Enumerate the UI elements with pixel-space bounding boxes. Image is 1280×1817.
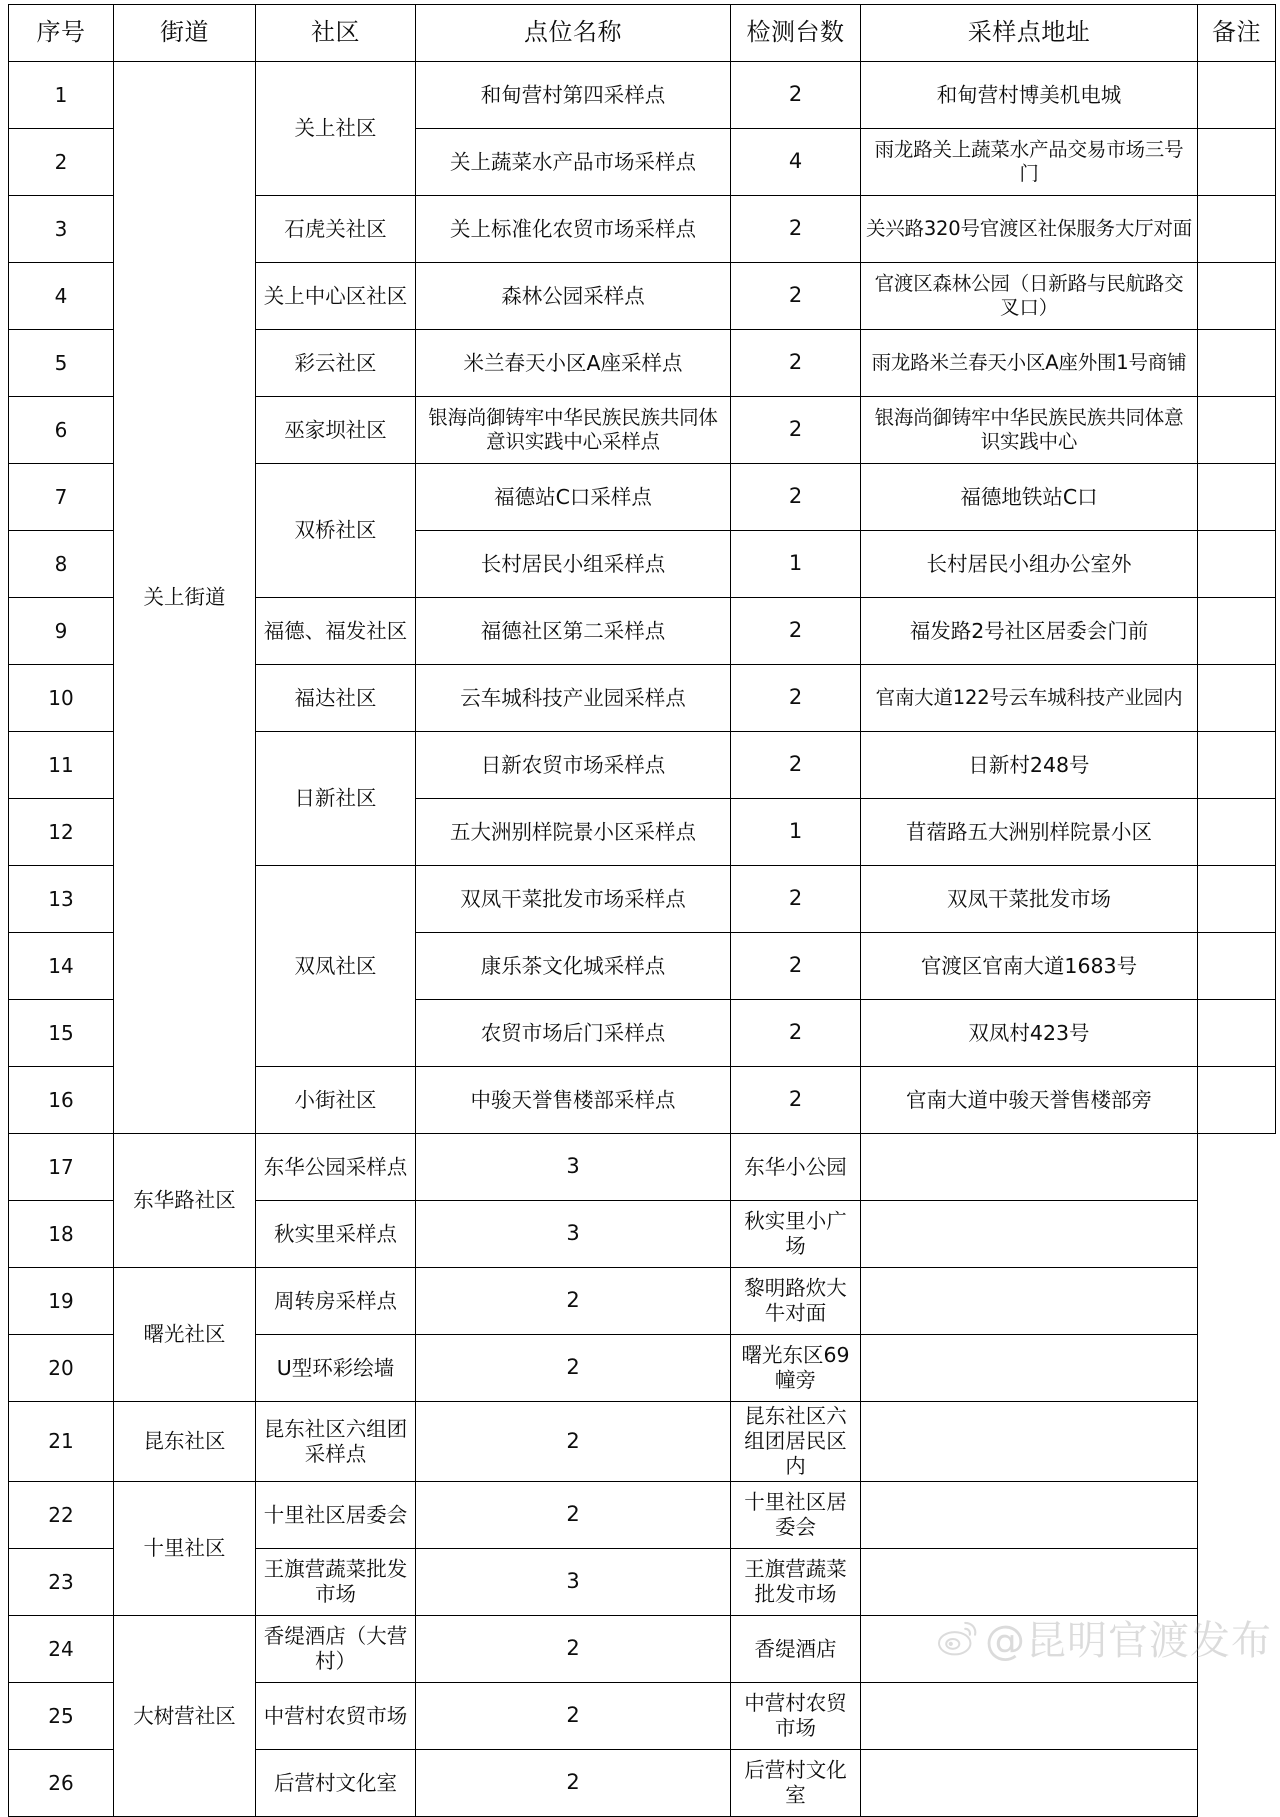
cell-site-name: 长村居民小组采样点 <box>416 531 731 598</box>
cell-site-name: 昆东社区六组团采样点 <box>256 1402 416 1482</box>
cell-site-name: 中骏天誉售楼部采样点 <box>416 1067 731 1134</box>
cell-community: 曙光社区 <box>114 1268 256 1402</box>
cell-device-count: 2 <box>731 598 861 665</box>
cell-address: 双凤村423号 <box>861 1000 1198 1067</box>
cell-address: 苜蓿路五大洲别样院景小区 <box>861 799 1198 866</box>
column-header-community: 社区 <box>256 5 416 62</box>
cell-site-name: 福德站C口采样点 <box>416 464 731 531</box>
column-header-count: 检测台数 <box>731 5 861 62</box>
cell-site-name: 日新农贸市场采样点 <box>416 732 731 799</box>
cell-community: 小街社区 <box>256 1067 416 1134</box>
cell-note <box>1198 665 1276 732</box>
cell-address: 曙光东区69幢旁 <box>731 1335 861 1402</box>
cell-device-count: 2 <box>416 1268 731 1335</box>
cell-address: 黎明路炊大牛对面 <box>731 1268 861 1335</box>
weibo-watermark-text: @昆明官渡发布 <box>985 1618 1272 1664</box>
cell-seq: 1 <box>9 62 114 129</box>
cell-address: 长村居民小组办公室外 <box>861 531 1198 598</box>
cell-seq: 12 <box>9 799 114 866</box>
cell-note <box>861 1616 1198 1683</box>
cell-note <box>861 1268 1198 1335</box>
cell-community: 十里社区 <box>114 1482 256 1616</box>
cell-street: 关上街道 <box>114 62 256 1134</box>
cell-address: 王旗营蔬菜批发市场 <box>731 1549 861 1616</box>
cell-site-name: 银海尚御铸牢中华民族民族共同体意识实践中心采样点 <box>416 397 731 464</box>
cell-seq: 21 <box>9 1402 114 1482</box>
cell-address: 和甸营村博美机电城 <box>861 62 1198 129</box>
cell-site-name: 关上蔬菜水产品市场采样点 <box>416 129 731 196</box>
cell-address: 香缇酒店 <box>731 1616 861 1683</box>
cell-address: 福德地铁站C口 <box>861 464 1198 531</box>
cell-device-count: 2 <box>731 1000 861 1067</box>
cell-site-name: 周转房采样点 <box>256 1268 416 1335</box>
cell-device-count: 2 <box>416 1683 731 1750</box>
cell-device-count: 2 <box>416 1750 731 1817</box>
cell-site-name: 康乐茶文化城采样点 <box>416 933 731 1000</box>
table-row <box>9 1268 1276 1335</box>
cell-seq: 23 <box>9 1549 114 1616</box>
cell-site-name: 关上标准化农贸市场采样点 <box>416 196 731 263</box>
cell-note <box>1198 933 1276 1000</box>
cell-community: 石虎关社区 <box>256 196 416 263</box>
cell-device-count: 2 <box>731 665 861 732</box>
cell-address: 福发路2号社区居委会门前 <box>861 598 1198 665</box>
cell-seq: 25 <box>9 1683 114 1750</box>
cell-note <box>861 1549 1198 1616</box>
cell-address: 官南大道122号云车城科技产业园内 <box>861 665 1198 732</box>
cell-note <box>1198 397 1276 464</box>
table-row <box>9 1134 1276 1201</box>
cell-address: 雨龙路关上蔬菜水产品交易市场三号门 <box>861 129 1198 196</box>
cell-device-count: 2 <box>731 330 861 397</box>
cell-note <box>1198 196 1276 263</box>
cell-device-count: 2 <box>416 1335 731 1402</box>
cell-seq: 9 <box>9 598 114 665</box>
cell-note <box>1198 1067 1276 1134</box>
cell-device-count: 3 <box>416 1134 731 1201</box>
cell-address: 昆东社区六组团居民区内 <box>731 1402 861 1482</box>
cell-note <box>1198 598 1276 665</box>
cell-community: 关上中心区社区 <box>256 263 416 330</box>
cell-site-name: 后营村文化室 <box>256 1750 416 1817</box>
cell-device-count: 1 <box>731 531 861 598</box>
cell-address: 双凤干菜批发市场 <box>861 866 1198 933</box>
cell-note <box>1198 531 1276 598</box>
cell-site-name: 东华公园采样点 <box>256 1134 416 1201</box>
cell-address: 中营村农贸市场 <box>731 1683 861 1750</box>
cell-device-count: 2 <box>416 1402 731 1482</box>
cell-site-name: 秋实里采样点 <box>256 1201 416 1268</box>
cell-note <box>1198 1000 1276 1067</box>
cell-seq: 2 <box>9 129 114 196</box>
cell-site-name: 香缇酒店（大营村） <box>256 1616 416 1683</box>
cell-device-count: 3 <box>416 1549 731 1616</box>
cell-device-count: 2 <box>731 62 861 129</box>
sampling-sites-table <box>8 4 1276 1817</box>
cell-device-count: 2 <box>731 732 861 799</box>
cell-note <box>1198 464 1276 531</box>
cell-note <box>861 1482 1198 1549</box>
column-header-seq: 序号 <box>9 5 114 62</box>
cell-community: 关上社区 <box>256 62 416 196</box>
cell-seq: 3 <box>9 196 114 263</box>
cell-device-count: 2 <box>416 1482 731 1549</box>
cell-site-name: 双凤干菜批发市场采样点 <box>416 866 731 933</box>
cell-note <box>1198 799 1276 866</box>
cell-site-name: 十里社区居委会 <box>256 1482 416 1549</box>
cell-seq: 5 <box>9 330 114 397</box>
cell-device-count: 1 <box>731 799 861 866</box>
cell-note <box>1198 732 1276 799</box>
cell-device-count: 2 <box>731 263 861 330</box>
cell-site-name: 五大洲别样院景小区采样点 <box>416 799 731 866</box>
cell-seq: 4 <box>9 263 114 330</box>
cell-seq: 15 <box>9 1000 114 1067</box>
cell-address: 银海尚御铸牢中华民族民族共同体意识实践中心 <box>861 397 1198 464</box>
cell-community: 昆东社区 <box>114 1402 256 1482</box>
cell-address: 日新村248号 <box>861 732 1198 799</box>
cell-seq: 24 <box>9 1616 114 1683</box>
cell-note <box>861 1750 1198 1817</box>
cell-device-count: 3 <box>416 1201 731 1268</box>
cell-site-name: 和甸营村第四采样点 <box>416 62 731 129</box>
cell-address: 关兴路320号官渡区社保服务大厅对面 <box>861 196 1198 263</box>
cell-site-name: 中营村农贸市场 <box>256 1683 416 1750</box>
cell-community: 双桥社区 <box>256 464 416 598</box>
cell-community: 福德、福发社区 <box>256 598 416 665</box>
cell-community: 日新社区 <box>256 732 416 866</box>
cell-note <box>861 1335 1198 1402</box>
cell-note <box>1198 263 1276 330</box>
cell-site-name: 米兰春天小区A座采样点 <box>416 330 731 397</box>
cell-site-name: 王旗营蔬菜批发市场 <box>256 1549 416 1616</box>
cell-seq: 26 <box>9 1750 114 1817</box>
cell-device-count: 2 <box>731 1067 861 1134</box>
cell-address: 十里社区居委会 <box>731 1482 861 1549</box>
column-header-site: 点位名称 <box>416 5 731 62</box>
column-header-street: 街道 <box>114 5 256 62</box>
cell-site-name: U型环彩绘墙 <box>256 1335 416 1402</box>
cell-device-count: 4 <box>731 129 861 196</box>
cell-note <box>1198 62 1276 129</box>
cell-seq: 8 <box>9 531 114 598</box>
cell-seq: 19 <box>9 1268 114 1335</box>
cell-seq: 14 <box>9 933 114 1000</box>
table-row <box>9 1402 1276 1482</box>
cell-device-count: 2 <box>731 196 861 263</box>
cell-device-count: 2 <box>731 866 861 933</box>
header-row <box>9 5 1276 62</box>
cell-seq: 22 <box>9 1482 114 1549</box>
table-header <box>9 5 1276 62</box>
cell-community: 巫家坝社区 <box>256 397 416 464</box>
table-row <box>9 62 1276 129</box>
cell-address: 官渡区森林公园（日新路与民航路交叉口） <box>861 263 1198 330</box>
cell-community: 大树营社区 <box>114 1616 256 1817</box>
cell-address: 后营村文化室 <box>731 1750 861 1817</box>
cell-address: 雨龙路米兰春天小区A座外围1号商铺 <box>861 330 1198 397</box>
cell-seq: 7 <box>9 464 114 531</box>
cell-note <box>861 1134 1198 1201</box>
cell-note <box>861 1201 1198 1268</box>
cell-note <box>1198 129 1276 196</box>
cell-community: 彩云社区 <box>256 330 416 397</box>
cell-address: 官南大道中骏天誉售楼部旁 <box>861 1067 1198 1134</box>
cell-device-count: 2 <box>416 1616 731 1683</box>
cell-address: 秋实里小广场 <box>731 1201 861 1268</box>
cell-seq: 18 <box>9 1201 114 1268</box>
cell-community: 双凤社区 <box>256 866 416 1067</box>
cell-note <box>1198 866 1276 933</box>
cell-note <box>1198 330 1276 397</box>
cell-seq: 6 <box>9 397 114 464</box>
cell-device-count: 2 <box>731 397 861 464</box>
cell-seq: 16 <box>9 1067 114 1134</box>
cell-community: 福达社区 <box>256 665 416 732</box>
cell-site-name: 农贸市场后门采样点 <box>416 1000 731 1067</box>
cell-community: 东华路社区 <box>114 1134 256 1268</box>
cell-seq: 13 <box>9 866 114 933</box>
table-row <box>9 1616 1276 1683</box>
cell-device-count: 2 <box>731 933 861 1000</box>
table-row <box>9 1482 1276 1549</box>
cell-seq: 11 <box>9 732 114 799</box>
cell-note <box>861 1683 1198 1750</box>
cell-address: 东华小公园 <box>731 1134 861 1201</box>
cell-address: 官渡区官南大道1683号 <box>861 933 1198 1000</box>
column-header-note: 备注 <box>1198 5 1276 62</box>
cell-seq: 20 <box>9 1335 114 1402</box>
cell-note <box>861 1402 1198 1482</box>
cell-site-name: 云车城科技产业园采样点 <box>416 665 731 732</box>
column-header-address: 采样点地址 <box>861 5 1198 62</box>
cell-device-count: 2 <box>731 464 861 531</box>
cell-site-name: 福德社区第二采样点 <box>416 598 731 665</box>
table-body <box>9 62 1276 1817</box>
cell-seq: 17 <box>9 1134 114 1201</box>
cell-site-name: 森林公园采样点 <box>416 263 731 330</box>
cell-seq: 10 <box>9 665 114 732</box>
